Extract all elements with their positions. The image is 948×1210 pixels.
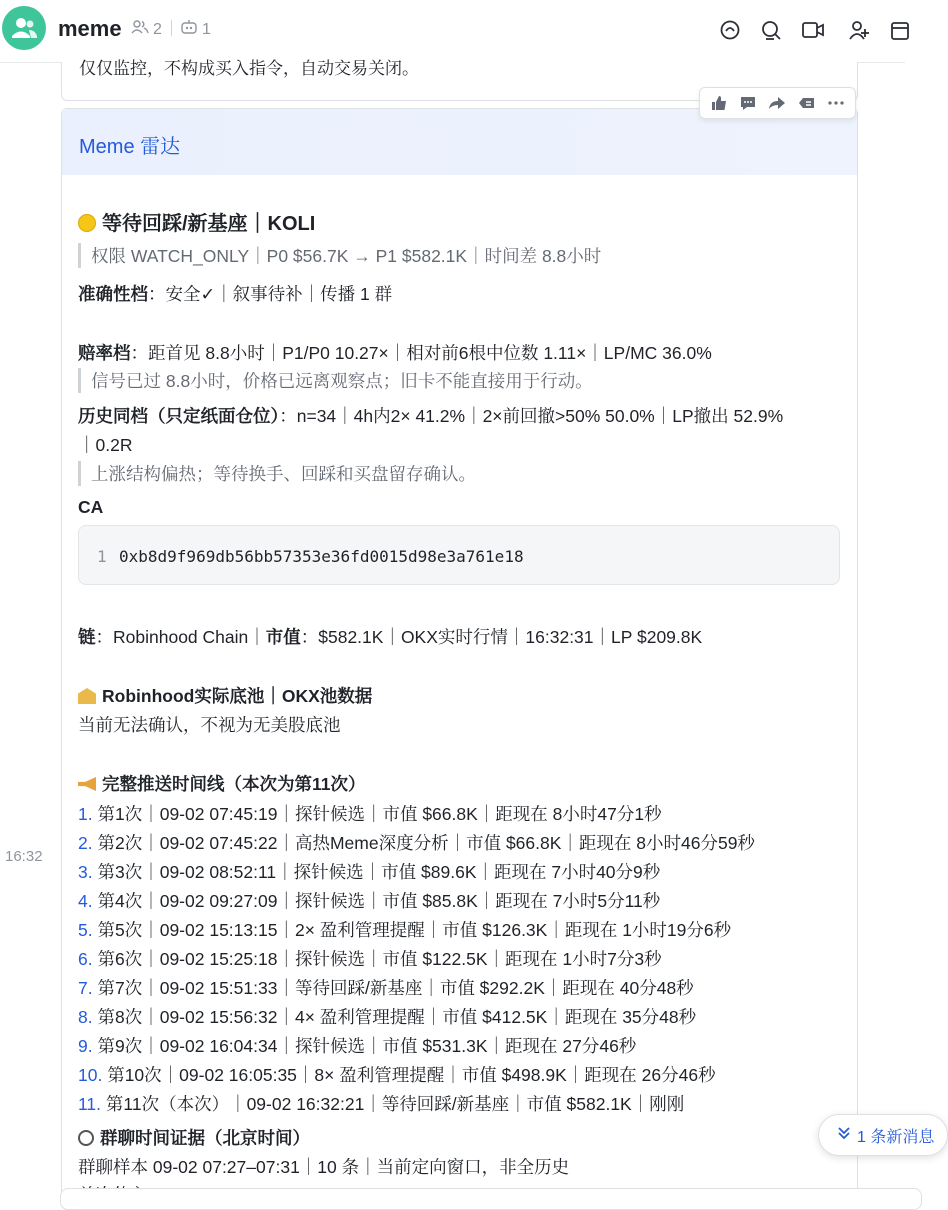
- list-number: 4.: [78, 891, 93, 911]
- members-icon: [131, 19, 149, 40]
- pool-value: 当前无法确认，不视为无美股底池: [78, 715, 341, 735]
- list-text: 第7次｜09-02 15:51:33｜等待回踩/新基座｜市值 $292.2K｜距现在 40分48秒: [97, 978, 694, 998]
- permission-quote: 权限 WATCH_ONLY｜P0 $56.7K → P1 $582.1K｜时间差 8.8小时: [78, 243, 601, 268]
- message-action-bar: [699, 87, 856, 119]
- new-messages-label: 1 条新消息: [857, 1128, 935, 1146]
- list-item: [78, 946, 662, 971]
- group-avatar[interactable]: [2, 6, 46, 50]
- list-item: [78, 801, 662, 826]
- bank-icon: [78, 688, 96, 704]
- list-text: 第5次｜09-02 15:13:15｜2× 盈利管理提醒｜市值 $126.3K｜距现在 1小时19分6秒: [97, 920, 732, 940]
- pin-icon[interactable]: [795, 91, 819, 115]
- bot-icon: [180, 19, 198, 40]
- list-number: 6.: [78, 949, 93, 969]
- chain-label: 链: [78, 627, 96, 647]
- ca-label: CA: [78, 497, 104, 517]
- list-item: [78, 1033, 636, 1058]
- yellow-circle-icon: [78, 214, 96, 232]
- list-text: 第8次｜09-02 15:56:32｜4× 盈利管理提醒｜市值 $412.5K｜距现在 35分48秒: [97, 1007, 697, 1027]
- list-item: [78, 975, 694, 1000]
- card-title: Meme 雷达: [79, 136, 181, 158]
- group-evidence-heading-text: 群聊时间证据（北京时间）: [100, 1128, 310, 1148]
- message-gutter: [0, 63, 62, 1200]
- status-heading: [78, 207, 315, 236]
- list-number: 7.: [78, 978, 93, 998]
- list-number: 8.: [78, 1007, 93, 1027]
- list-text: 第2次｜09-02 07:45:22｜高热Meme深度分析｜市值 $66.8K｜距现在 8小时46分59秒: [97, 833, 755, 853]
- pool-heading-text: Robinhood实际底池｜OKX池数据: [102, 686, 373, 706]
- status-heading-text: 等待回踩/新基座｜KOLI: [102, 213, 316, 235]
- more-icon[interactable]: [824, 91, 848, 115]
- list-number: 3.: [78, 862, 93, 882]
- history-label: 历史同档（只定纸面仓位）: [78, 406, 280, 426]
- thumbs-up-icon[interactable]: [707, 91, 731, 115]
- odds-label: 赔率档: [78, 343, 131, 363]
- list-text: 第6次｜09-02 15:25:18｜探针候选｜市值 $122.5K｜距现在 1小时7分3秒: [97, 949, 662, 969]
- list-item: [78, 917, 731, 942]
- calendar-icon[interactable]: [886, 16, 914, 44]
- odds-line: [78, 340, 712, 365]
- list-number: 11.: [78, 1094, 102, 1114]
- list-text: 第4次｜09-02 09:27:09｜探针候选｜市值 $85.8K｜距现在 7小时5分11秒: [97, 891, 661, 911]
- member-count-value: 2: [153, 20, 162, 38]
- mcap-label: 市值: [265, 627, 301, 647]
- list-text: 第10次｜09-02 16:05:35｜8× 盈利管理提醒｜市值 $498.9K｜距现在 26分46秒: [107, 1065, 716, 1085]
- chat-history-icon[interactable]: [716, 16, 744, 44]
- message-input-box[interactable]: [60, 1188, 922, 1210]
- list-number: 5.: [78, 920, 93, 940]
- chat-title[interactable]: meme: [58, 16, 122, 41]
- group-evidence-value: 群聊样本 09-02 07:27–07:31｜10 条｜当前定向窗口，非全历史: [78, 1157, 570, 1177]
- list-item: [78, 859, 660, 884]
- list-item: [78, 830, 755, 855]
- timeline-heading: [78, 771, 366, 796]
- ca-code-block[interactable]: [78, 525, 840, 585]
- list-item: [78, 1062, 716, 1087]
- list-number: 2.: [78, 833, 93, 853]
- add-member-icon[interactable]: [845, 16, 873, 44]
- search-icon[interactable]: [757, 16, 785, 44]
- history-quote: 上涨结构偏热；等待换手、回踩和买盘留存确认。: [78, 461, 476, 486]
- history-value: ：n=34｜4h内2× 41.2%｜2×前回撤>50% 50.0%｜LP撤出 52.9%: [279, 406, 784, 426]
- clock-icon: [78, 1130, 94, 1146]
- code-line-number: 1: [97, 547, 107, 566]
- new-messages-button[interactable]: [818, 1114, 948, 1156]
- list-text: 第9次｜09-02 16:04:34｜探针候选｜市值 $531.3K｜距现在 27分46秒: [97, 1036, 637, 1056]
- video-call-icon[interactable]: [799, 16, 827, 44]
- list-item: [78, 888, 660, 913]
- history-line-2: ｜0.2R: [78, 435, 133, 455]
- list-text: 第1次｜09-02 07:45:19｜探针候选｜市值 $66.8K｜距现在 8小时47分1秒: [97, 804, 662, 824]
- megaphone-icon: [78, 777, 96, 791]
- double-chevron-down-icon: [837, 1126, 851, 1145]
- odds-value: ：距首见 8.8小时｜P1/P0 10.27×｜相对前6根中位数 1.11×｜LP/MC 36.0%: [130, 343, 712, 363]
- list-number: 1.: [78, 804, 93, 824]
- accuracy-label: 准确性档: [78, 284, 148, 304]
- list-text: 第11次（本次）｜09-02 16:32:21｜等待回踩/新基座｜市值 $582.1K｜刚刚: [105, 1094, 685, 1114]
- timeline-heading-text: 完整推送时间线（本次为第11次）: [102, 774, 366, 794]
- list-number: 9.: [78, 1036, 93, 1056]
- list-item: [78, 1091, 684, 1116]
- message-timestamp: 16:32: [5, 848, 43, 865]
- accuracy-line: [78, 281, 392, 306]
- chain-line: [78, 624, 702, 649]
- comment-icon[interactable]: [736, 91, 760, 115]
- odds-quote: 信号已过 8.8小时，价格已远离观察点；旧卡不能直接用于行动。: [78, 368, 593, 393]
- list-number: 10.: [78, 1065, 103, 1085]
- list-text: 第3次｜09-02 08:52:11｜探针候选｜市值 $89.6K｜距现在 7小时40分9秒: [97, 862, 661, 882]
- member-count[interactable]: [131, 19, 162, 40]
- previous-message-text: 仅仅监控，不构成买入指令，自动交易关闭。: [79, 59, 419, 78]
- history-line: [78, 403, 783, 428]
- mcap-value: ：$582.1K｜OKX实时行情｜16:32:31｜LP $209.8K: [300, 627, 703, 647]
- pool-heading: [78, 683, 372, 708]
- forward-icon[interactable]: [765, 91, 789, 115]
- bot-count[interactable]: [180, 19, 211, 40]
- meta-divider: [171, 20, 172, 36]
- list-item: [78, 1004, 696, 1029]
- chain-value: ：Robinhood Chain｜: [95, 627, 266, 647]
- accuracy-value: ：安全✓｜叙事待补｜传播 1 群: [148, 284, 393, 304]
- group-evidence-heading: [78, 1125, 310, 1150]
- bot-count-value: 1: [202, 20, 211, 38]
- contract-address[interactable]: 0xb8d9f969db56bb57353e36fd0015d98e3a761e18: [119, 547, 524, 566]
